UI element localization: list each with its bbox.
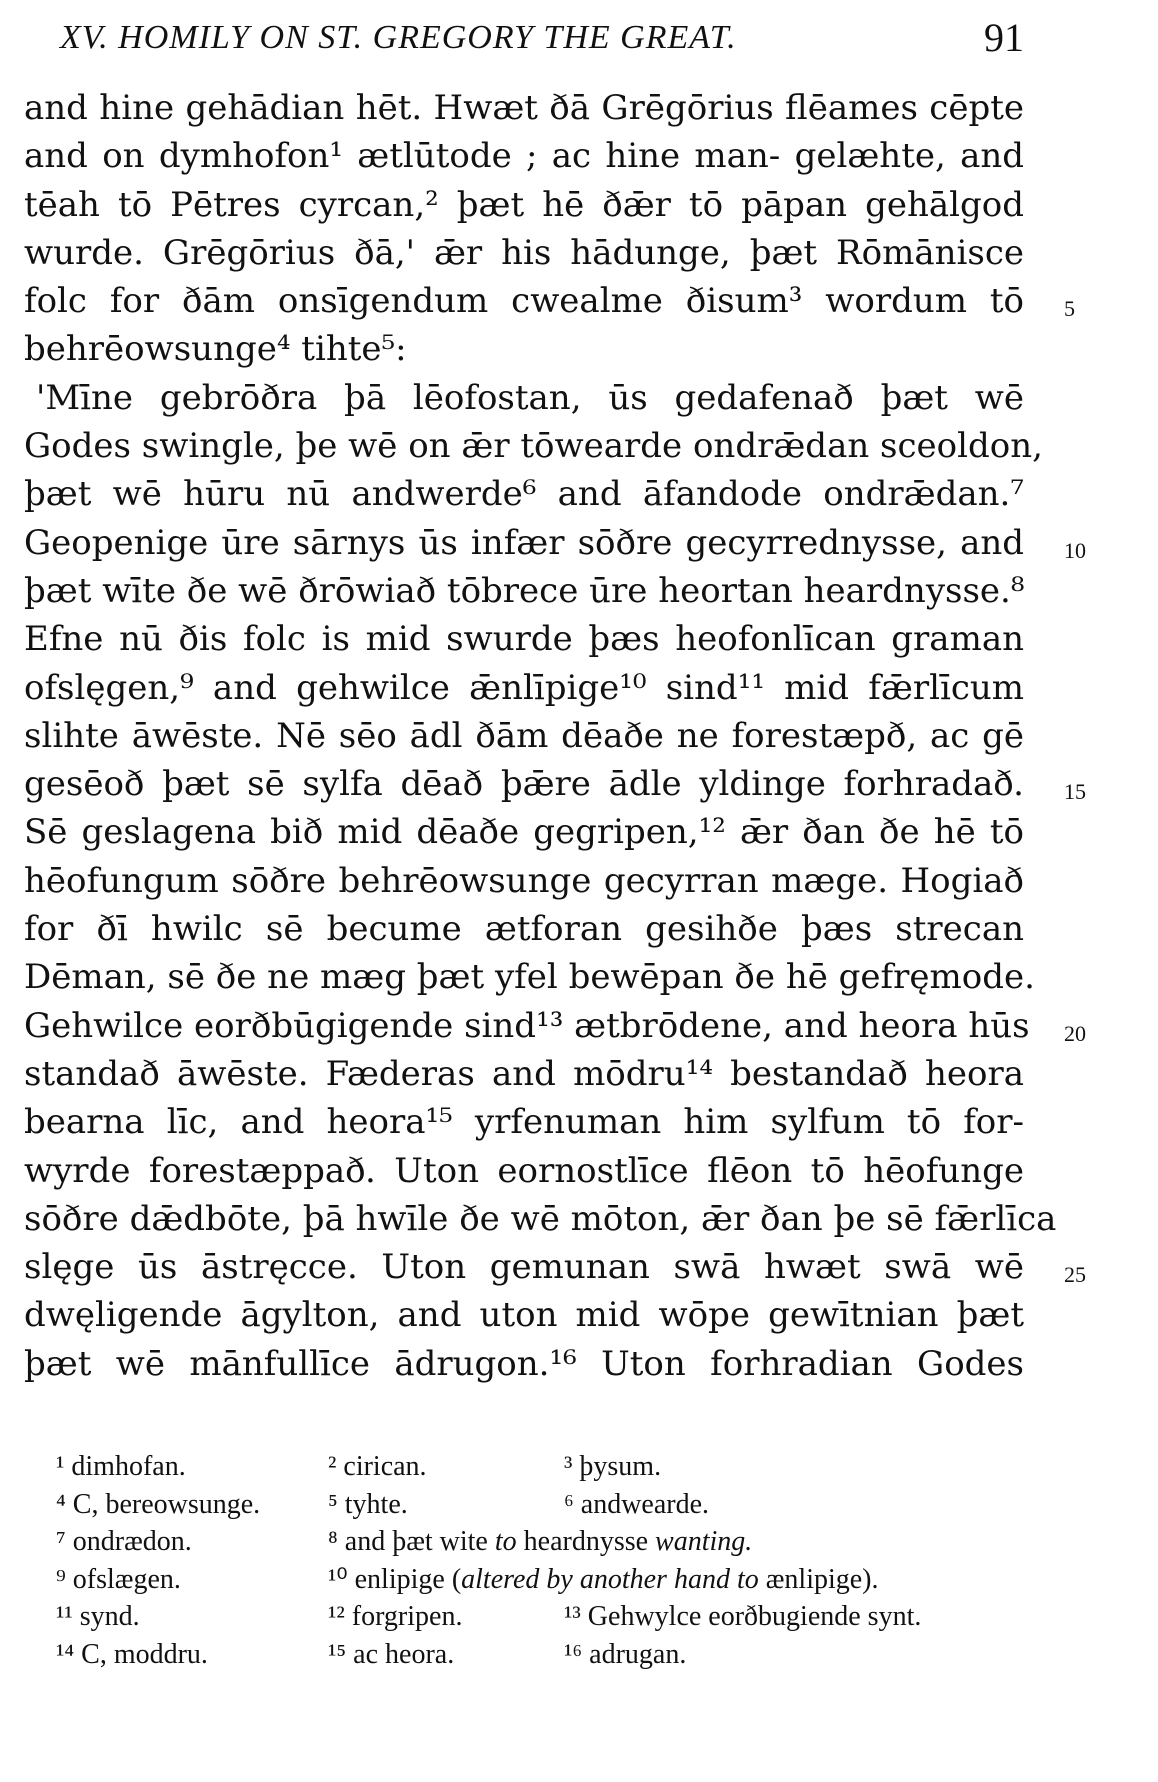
- footnote-13: ¹³ Gehwylce eorðbugiende synt.: [564, 1601, 922, 1632]
- text-line: þæt wē mānfullīce ādrugon.¹⁶ Uton forhradian Godes: [24, 1343, 1024, 1384]
- footnote-6: ⁶ andwearde.: [564, 1488, 710, 1520]
- running-head: [24, 8, 1024, 68]
- line-number-15: 15: [1064, 779, 1086, 805]
- footnote-16: ¹⁶ adrugan.: [564, 1638, 687, 1670]
- footnote-8: [328, 1523, 752, 1561]
- text-line: tēah tō Pētres cyrcan,² þæt hē ðǣr tō pāpan gehālgod: [24, 184, 1024, 225]
- footnote-7: ⁷ ondrædon.: [56, 1526, 192, 1557]
- text-line: Dēman, sē ðe ne mæg þæt yfel bewēpan ðe hē gefręmode.: [24, 957, 1035, 998]
- text-line: Godes swingle, þe wē on ǣr tōwearde ondrǣdan sceoldon,: [24, 426, 1043, 467]
- footnote-12: ¹² forgripen.: [328, 1601, 463, 1632]
- text-line: sōðre dǣdbōte, þā hwīle ðe wē mōton, ǣr ðan þe sē fǣrlīca: [24, 1198, 1057, 1239]
- text-line: and on dymhofon¹ ætlūtode ; ac hine man- gelæhte, and: [24, 136, 1024, 177]
- text-line-content: Geopenige ūre sārnys ūs infær sōðre gecyrrednysse, and: [24, 522, 1024, 563]
- footnote-5: ⁵ tyhte.: [328, 1488, 408, 1520]
- text-line: [24, 277, 1075, 325]
- text-line-content: folc for ðām onsīgendum cwealme ðisum³ wordum tō: [24, 281, 1024, 322]
- text-line: slihte āwēste. Nē sēo ādl ðām dēaðe ne forestæpð, ac gē: [24, 715, 1024, 756]
- text-line: þæt wē hūru nū andwerde⁶ and āfandode ondrǣdan.⁷: [24, 474, 1024, 515]
- text-line: 'Mīne gebrōðra þā lēofostan, ūs gedafenað þæt wē: [36, 377, 1024, 418]
- footnote-row: [24, 1636, 1124, 1674]
- footnote-row: [24, 1448, 1124, 1486]
- line-number-10: 10: [1064, 537, 1086, 563]
- footnote-9: ⁹ ofslægen.: [56, 1563, 181, 1595]
- footnote-row: [24, 1486, 1124, 1524]
- footnote-4: ⁴ C, bereowsunge.: [56, 1488, 261, 1520]
- line-number-5: 5: [1064, 296, 1075, 322]
- footnote-11: ¹¹ synd.: [56, 1601, 140, 1632]
- text-line-content: slęge ūs āstręcce. Uton gemunan swā hwæt swā wē: [24, 1247, 1024, 1288]
- text-line: [24, 519, 1086, 567]
- footnote-10-italic: altered by another hand to: [461, 1563, 759, 1595]
- footnote-8-text: heardnysse: [516, 1526, 656, 1557]
- footnote-row: [24, 1561, 1124, 1599]
- text-line: þæt wīte ðe wē ðrōwiað tōbrece ūre heortan heardnysse.⁸: [24, 570, 1025, 611]
- text-line: [24, 760, 1086, 808]
- text-line: Efne nū ðis folc is mid swurde þæs heofonlīcan graman: [24, 619, 1024, 660]
- footnote-8-italic: to: [494, 1526, 517, 1557]
- footnote-8-italic: wanting.: [655, 1526, 753, 1557]
- text-line: hēofungum sōðre behrēowsunge gecyrran mæge. Hogiað: [24, 860, 1024, 901]
- footnote-10-text: ænlipige).: [758, 1563, 879, 1595]
- text-line: dwęligende āgylton, and uton mid wōpe gewītnian þæt: [24, 1295, 1024, 1336]
- page-number: 91: [984, 15, 1024, 60]
- footnote-8-text: ⁸ and þæt wite: [328, 1526, 495, 1557]
- footnote-row: [24, 1598, 1124, 1636]
- footnote-15: ¹⁵ ac heora.: [328, 1638, 455, 1670]
- running-head-title: XV. HOMILY ON ST. GREGORY THE GREAT.: [60, 19, 737, 56]
- text-line: Sē geslagena bið mid dēaðe gegripen,¹² ǣr ðan ðe hē tō: [24, 812, 1024, 853]
- text-line-content: Gehwilce eorðbūgigende sind¹³ ætbrōdene, and heora hūs: [24, 1005, 1030, 1046]
- text-line: for ðī hwilc sē becume ætforan gesihðe þæs strecan: [24, 909, 1024, 950]
- footnote-10: [328, 1561, 879, 1599]
- text-line: wyrde forestæppað. Uton eornostlīce flēon tō hēofunge: [24, 1150, 1024, 1191]
- footnote-2: ² cirican.: [328, 1451, 427, 1482]
- footnote-row: [24, 1523, 1124, 1561]
- line-number-20: 20: [1064, 1020, 1086, 1046]
- footnote-14: ¹⁴ C, moddru.: [56, 1638, 208, 1670]
- text-line: bearna līc, and heora¹⁵ yrfenuman him sylfum tō for-: [24, 1102, 1024, 1143]
- text-line: wurde. Grēgōrius ðā,' ǣr his hādunge, þæt Rōmānisce: [24, 232, 1024, 273]
- footnote-10-text: ¹⁰ enlipige (: [328, 1563, 462, 1595]
- text-line: ofslęgen,⁹ and gehwilce ǣnlīpige¹⁰ sind¹¹ mid fǣrlīcum: [24, 667, 1024, 708]
- text-line: and hine gehādian hēt. Hwæt ðā Grēgōrius flēames cēpte: [24, 88, 1024, 128]
- footnotes: [24, 1448, 1124, 1673]
- text-line: standað āwēste. Fæderas and mōdru¹⁴ bestandað heora: [24, 1053, 1024, 1094]
- text-line: [24, 1002, 1086, 1050]
- text-line-content: gesēoð þæt sē sylfa dēað þǣre ādle yldinge forhradað.: [24, 764, 1024, 805]
- text-line: behrēowsunge⁴ tihte⁵:: [24, 329, 407, 370]
- line-number-25: 25: [1064, 1262, 1086, 1288]
- footnote-1: ¹ dimhofan.: [56, 1451, 186, 1482]
- text-line: [24, 1243, 1086, 1291]
- homily-text: [24, 84, 1086, 1388]
- footnote-3: ³ þysum.: [564, 1451, 662, 1482]
